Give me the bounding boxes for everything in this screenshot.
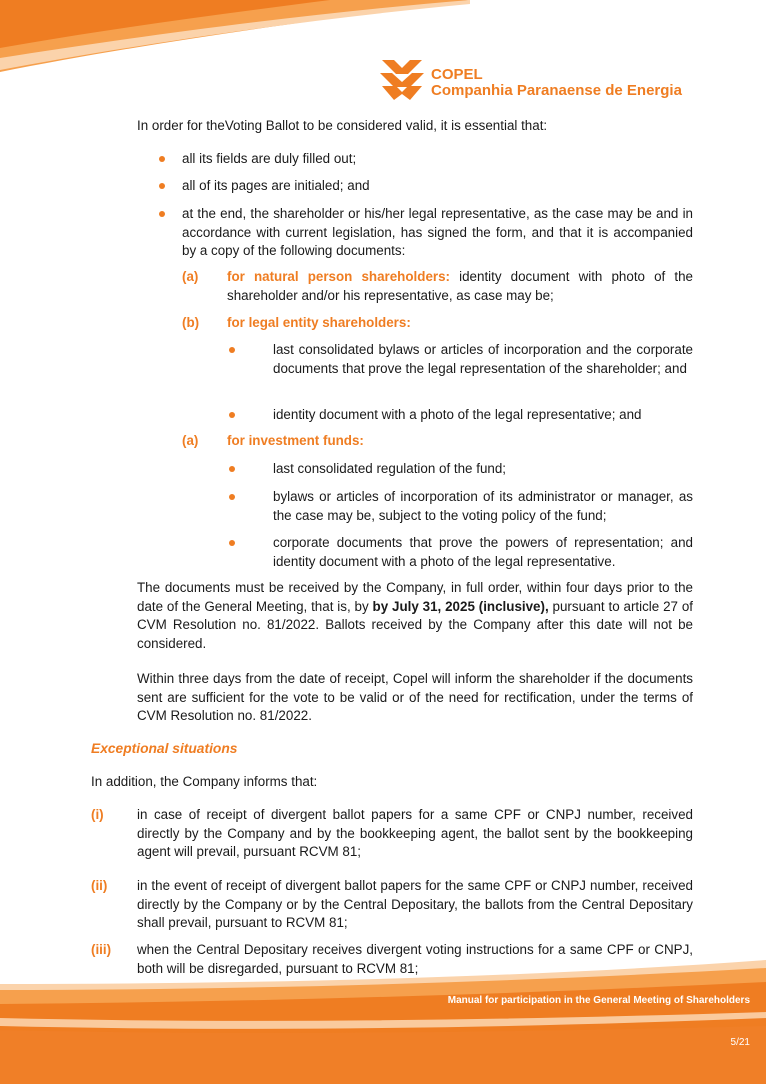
item-b-bullet-2: identity document with a photo of the legal representative; and — [273, 407, 642, 422]
item-b-marker: (b) — [182, 315, 200, 330]
bullet-item-1: all its fields are duly filled out; — [182, 151, 357, 166]
bullet-dot — [159, 183, 165, 189]
bullet-dot — [229, 494, 235, 500]
bullet-dot — [159, 156, 165, 162]
item-b-bullet-1: last consolidated bylaws or articles of incorporation and the corporate documents that prove the legal representation of the shareholder; and — [273, 342, 693, 376]
documents-deadline-paragraph — [137, 579, 693, 653]
item-c-title: for investment funds: — [227, 433, 364, 448]
item-c-bullet-2: bylaws or articles of incorporation of its administrator or manager, as the case may be, subject to the voting policy of the fund; — [273, 489, 693, 523]
bullet-dot — [229, 466, 235, 472]
page-number: 5/21 — [730, 1037, 750, 1048]
exceptional-intro: In addition, the Company informs that: — [91, 774, 318, 789]
bullet-dot — [159, 211, 165, 217]
exceptional-marker-i: (i) — [91, 807, 104, 822]
footer-title: Manual for participation in the General Meeting of Shareholders — [447, 995, 750, 1006]
item-b-title: for legal entity shareholders: — [227, 315, 411, 330]
bullet-dot — [229, 540, 235, 546]
exceptional-item-i: in case of receipt of divergent ballot papers for a same CPF or CNPJ number, received directly by the Company and by the bookkeeping agent, the ballot sent by the bookkeeping agent will prevail, pursuant RCVM 81; — [137, 807, 693, 859]
copel-logo — [380, 60, 700, 104]
exceptional-item-ii: in the event of receipt of divergent ballot papers for the same CPF or CNPJ number, received directly by the Company or by the Central Depositary, the ballots from the Central Depositary shall prevail, pursuant to RCVM 81; — [137, 878, 693, 930]
copel-logo-icon — [380, 60, 424, 100]
deadline-text-before: The documents must be received by the Company, in full order, within four days prior to the date of the General Meeting, that is, by — [137, 580, 693, 614]
footer-swoosh — [0, 960, 766, 1084]
bullet-dot — [229, 412, 235, 418]
receipt-paragraph: Within three days from the date of receipt, Copel will inform the shareholder if the documents sent are sufficient for the vote to be valid or of the need for rectification, under the terms of CVM Resolution no. 81/2022. — [137, 671, 693, 723]
item-c-bullet-3: corporate documents that prove the powers of representation; and identity document with a photo of the legal representative. — [273, 535, 693, 569]
deadline-date: by July 31, 2025 (inclusive), — [372, 598, 549, 614]
bullet-dot — [229, 347, 235, 353]
item-a-body: identity document with photo of the shareholder and/or his representative, as case may be; — [227, 269, 693, 303]
intro-text: In order for theVoting Ballot to be considered valid, it is essential that: — [137, 118, 548, 133]
exceptional-marker-ii: (ii) — [91, 878, 108, 893]
bullet-item-3: at the end, the shareholder or his/her legal representative, as the case may be and in accordance with current legislation, has signed the form, and that it is accompanied by a copy of the following documents: — [182, 206, 693, 258]
exceptional-item-iii: when the Central Depositary receives divergent voting instructions for a same CPF or CNPJ, both will be disregarded, pursuant to RCVM 81; — [137, 942, 693, 976]
deadline-text-after: pursuant to article 27 of CVM Resolution no. 81/2022. Ballots received by the Company after this date will not be considered. — [137, 598, 693, 651]
brand-full-name: Companhia Paranaense de Energia — [431, 82, 682, 99]
item-a-marker: (a) — [182, 269, 199, 284]
item-a-text — [227, 268, 693, 305]
brand-name: COPEL — [431, 66, 483, 83]
item-c-marker: (a) — [182, 433, 199, 448]
item-c-bullet-1: last consolidated regulation of the fund; — [273, 461, 507, 476]
exceptional-heading: Exceptional situations — [91, 741, 238, 756]
exceptional-marker-iii: (iii) — [91, 942, 112, 957]
logo-text — [431, 67, 682, 99]
item-a-title: for natural person shareholders: — [227, 269, 451, 284]
bullet-item-2: all of its pages are initialed; and — [182, 178, 370, 193]
